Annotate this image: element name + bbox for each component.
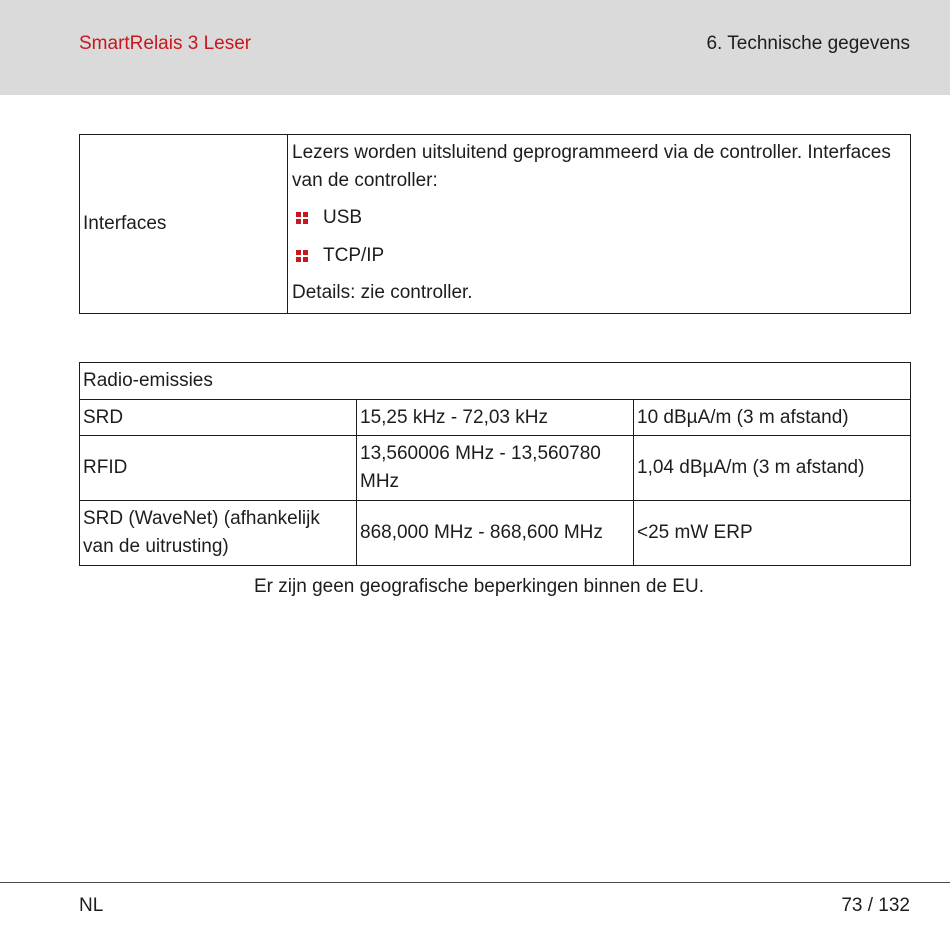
table-row — [80, 400, 911, 436]
footer-divider — [0, 882, 950, 883]
page-number: 73 / 132 — [841, 895, 910, 916]
page-header — [0, 0, 950, 95]
radio-table-title: Radio-emissies — [80, 363, 911, 400]
section-title: 6. Technische gegevens — [706, 33, 910, 54]
table-cell: 13,560006 MHz - 13,560780 MHz — [357, 436, 634, 501]
table-cell: <25 mW ERP — [634, 501, 911, 566]
table-cell: SRD (WaveNet) (afhankelijk van de uitrusting) — [80, 501, 357, 566]
table-cell: 10 dBµA/m (3 m afstand) — [634, 400, 911, 436]
table-row — [80, 501, 911, 566]
interfaces-details: Details: zie controller. — [292, 282, 473, 303]
table-row — [80, 135, 911, 314]
footer-language: NL — [79, 895, 104, 916]
interfaces-intro: Lezers worden uitsluitend geprogrammeerd via de controller. Interfaces van de controller: — [292, 142, 891, 191]
interfaces-label: Interfaces — [80, 135, 288, 314]
eu-note: Er zijn geen geografische beperkingen binnen de EU. — [254, 576, 704, 597]
bullet-text: USB — [323, 207, 363, 228]
interfaces-content — [288, 135, 911, 314]
table-cell: SRD — [80, 400, 357, 436]
interfaces-table — [79, 134, 911, 314]
table-cell: RFID — [80, 436, 357, 501]
brand-title: SmartRelais 3 Leser — [79, 33, 252, 54]
bullet-icon — [296, 212, 308, 224]
table-cell: 1,04 dBµA/m (3 m afstand) — [634, 436, 911, 501]
list-item — [292, 203, 906, 233]
table-row — [80, 436, 911, 501]
table-cell: 868,000 MHz - 868,600 MHz — [357, 501, 634, 566]
bullet-text: TCP/IP — [323, 245, 385, 266]
table-cell: 15,25 kHz - 72,03 kHz — [357, 400, 634, 436]
list-item — [292, 241, 906, 271]
radio-emissions-table — [79, 362, 911, 566]
table-row — [80, 363, 911, 400]
bullet-icon — [296, 250, 308, 262]
